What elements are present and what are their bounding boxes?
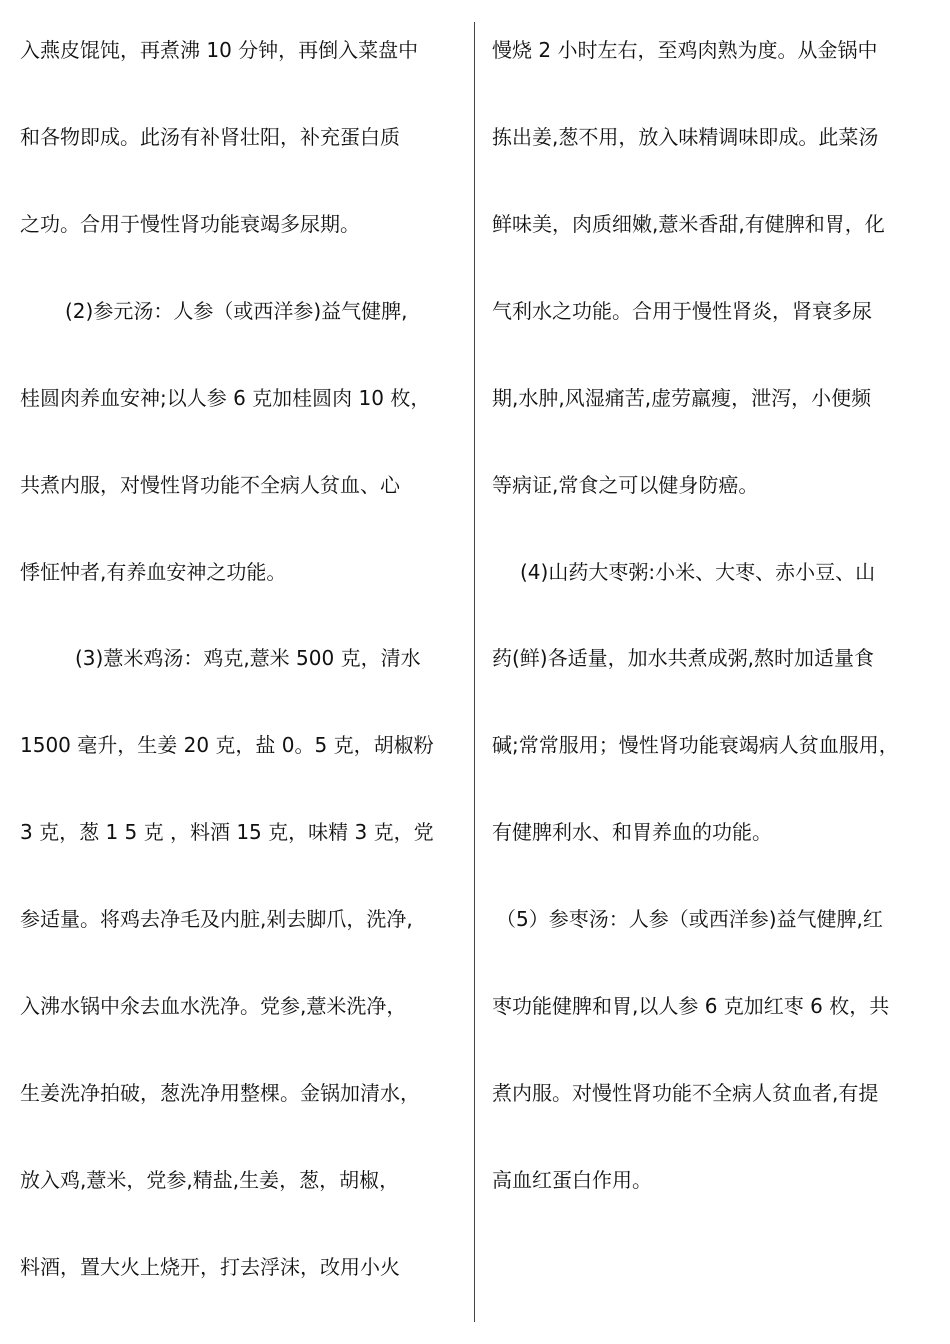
text-line: 鲜味美，肉质细嫩,薏米香甜,有健脾和胃，化 — [492, 212, 885, 236]
text-line: 1500 毫升，生姜 20 克，盐 0。5 克，胡椒粉 — [20, 733, 434, 757]
text-line: 药(鲜)各适量，加水共煮成粥,熬时加适量食 — [492, 646, 874, 670]
text-line: 共煮内服，对慢性肾功能不全病人贫血、心 — [20, 473, 400, 497]
text-line: 等病证,常食之可以健身防癌。 — [492, 473, 759, 497]
text-line: 碱;常常服用；慢性肾功能衰竭病人贫血服用， — [492, 733, 899, 757]
paragraph-heading: (2)参元汤：人参（或西洋参)益气健脾, — [65, 299, 408, 323]
text-line: 煮内服。对慢性肾功能不全病人贫血者,有提 — [492, 1081, 879, 1105]
text-line: 枣功能健脾和胃,以人参 6 克加红枣 6 枚，共 — [492, 994, 890, 1018]
text-line: 参适量。将鸡去净毛及内脏,剁去脚爪，洗净, — [20, 907, 413, 931]
text-line: 和各物即成。此汤有补肾壮阳，补充蛋白质 — [20, 125, 400, 149]
text-line: 入沸水锅中氽去血水洗净。党参,薏米洗净， — [20, 994, 407, 1018]
paragraph-heading: (4)山药大枣粥:小米、大枣、赤小豆、山 — [520, 560, 876, 584]
paragraph-heading: （5）参枣汤：人参（或西洋参)益气健脾,红 — [496, 907, 883, 931]
text-line: 慢烧 2 小时左右，至鸡肉熟为度。从金锅中 — [492, 38, 878, 62]
text-line: 3 克，葱 1 5 克 ，料酒 15 克，味精 3 克，党 — [20, 820, 434, 844]
paragraph-heading: (3)薏米鸡汤：鸡克,薏米 500 克，清水 — [75, 646, 421, 670]
text-line: 料酒，置大火上烧开，打去浮沫，改用小火 — [20, 1255, 400, 1279]
text-line: 入燕皮馄饨，再煮沸 10 分钟，再倒入菜盘中 — [20, 38, 419, 62]
text-line: 放入鸡,薏米，党参,精盐,生姜，葱，胡椒， — [20, 1168, 400, 1192]
text-line: 有健脾利水、和胃养血的功能。 — [492, 820, 772, 844]
column-divider — [474, 22, 475, 1322]
text-line: 气利水之功能。合用于慢性肾炎，肾衰多尿 — [492, 299, 872, 323]
text-line: 悸怔忡者,有养血安神之功能。 — [20, 560, 287, 584]
text-line: 期,水肿,风湿痛苦,虚劳羸瘦，泄泻，小便频 — [492, 386, 872, 410]
text-line: 桂圆肉养血安神;以人参 6 克加桂圆肉 10 枚， — [20, 386, 431, 410]
text-line: 拣出姜,葱不用，放入味精调味即成。此菜汤 — [492, 125, 879, 149]
text-line: 之功。合用于慢性肾功能衰竭多尿期。 — [20, 212, 360, 236]
text-line: 高血红蛋白作用。 — [492, 1168, 652, 1192]
text-line: 生姜洗净拍破，葱洗净用整棵。金锅加清水， — [20, 1081, 420, 1105]
